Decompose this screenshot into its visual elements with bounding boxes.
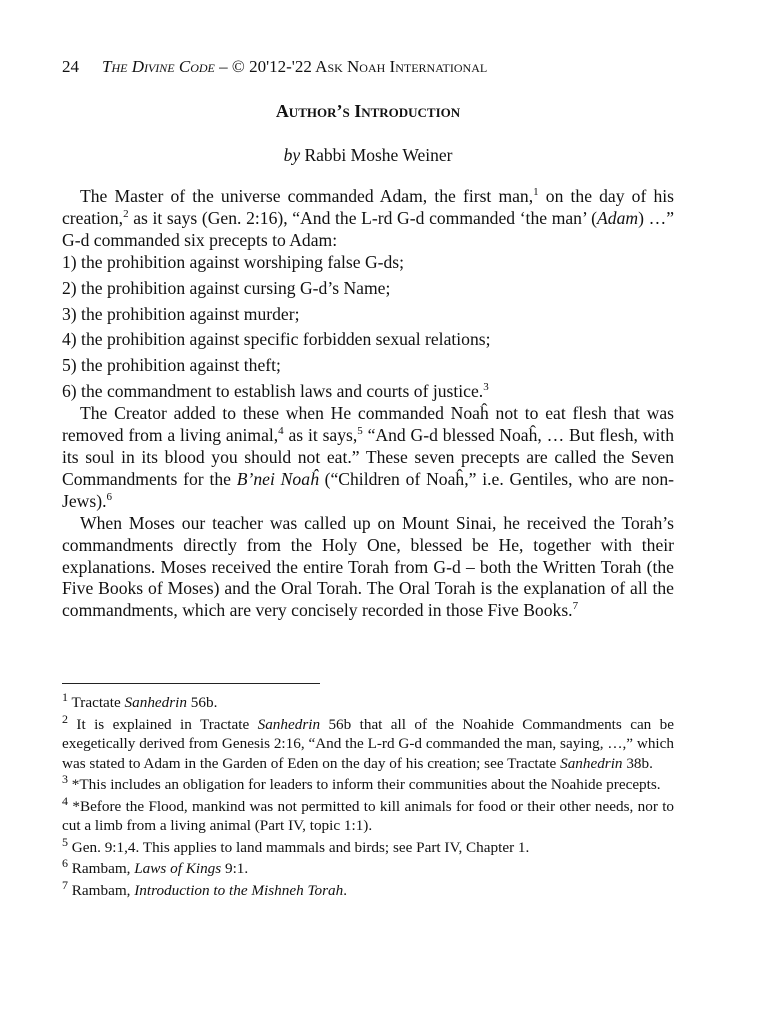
text-run: *This includes an obligation for leaders to inform their communities about the Noahide precepts. <box>71 776 661 793</box>
footnote-ref-6[interactable]: 6 <box>106 490 112 503</box>
book-title: The Divine Code <box>102 57 215 76</box>
footnote-ref-5[interactable]: 5 <box>357 425 363 438</box>
footnote-number: 3 <box>62 771 68 786</box>
text-run: . <box>343 881 347 899</box>
italic-term: B’nei Noaĥ <box>236 468 319 489</box>
header-separator: – © <box>214 57 250 76</box>
text-run: Rambam, <box>71 860 135 877</box>
precept-item: 5) the prohibition against theft; <box>62 355 281 376</box>
footnote-ref-7[interactable]: 7 <box>572 600 579 613</box>
text-run: When Moses our teacher was called up on Mount Sinai, he received the Torah’s commandments directly from the Holy One, blessed be He, together with their explanations. Moses received the entire Torah from G-d – both the Written Torah (the Five Books of Moses) and the Oral Torah. The Oral Torah is the explanation of all the commandments, which are very concisely recorded in those Five Books. <box>62 512 674 621</box>
text-run: 9:1. <box>221 860 249 877</box>
italic-term: Adam <box>597 207 639 228</box>
main-text <box>62 186 674 622</box>
footnote-ref-2[interactable]: 2 <box>123 208 129 221</box>
precept-item: 2) the prohibition against cursing G-d’s Name; <box>62 277 391 298</box>
footnote-number: 6 <box>62 855 68 870</box>
running-header <box>62 57 674 77</box>
footnote-number: 5 <box>62 834 68 849</box>
footnote-ref-1[interactable]: 1 <box>533 186 539 199</box>
byline-author: Rabbi Moshe Weiner <box>304 145 453 165</box>
text-run: as it says (Gen. 2:16), “And the L-rd G-d commanded ‘the man’ ( <box>128 207 598 228</box>
precept-item <box>62 381 674 403</box>
byline-by: by <box>283 145 301 165</box>
text-run: 38b. <box>622 754 653 772</box>
paragraph-moses <box>62 513 674 623</box>
text-run: Rambam, <box>71 881 135 899</box>
text-run: “And G-d blessed Noaĥ, … But flesh, with its soul in its blood you should not eat.” These seven precepts are called the Seven Commandments for the <box>62 425 674 489</box>
italic-term: Introduction to the Mishneh Torah <box>134 881 344 899</box>
text-run: 6) the commandment to establish laws and courts of justice. <box>62 381 484 402</box>
footnote-5 <box>62 834 674 858</box>
precept-item: 4) the prohibition against specific forbidden sexual relations; <box>62 329 491 350</box>
footnote-3 <box>62 771 674 795</box>
footnotes <box>62 689 675 902</box>
italic-term: Laws of Kings <box>134 860 222 877</box>
text-run: (“Children of Noaĥ,” i.e. Gentiles, who are non-Jews). <box>62 468 674 511</box>
text-run: *Before the Flood, mankind was not permitted to kill animals for food or their other needs, nor to cut a limb from a living animal (Part IV, topic 1:1). <box>62 797 675 834</box>
footnote-number: 1 <box>62 689 68 704</box>
text-run: The Master of the universe commanded Adam, the first man, <box>80 186 534 206</box>
footnote-6 <box>62 855 674 879</box>
text-run: on the day of his creation, <box>62 186 675 228</box>
text-run: as it says, <box>283 425 358 446</box>
page-number: 24 <box>62 57 79 76</box>
text-run: 56b. <box>186 694 218 711</box>
italic-term: Sanhedrin <box>257 715 321 733</box>
footnote-number: 7 <box>62 877 68 892</box>
text-run: Gen. 9:1,4. This applies to land mammals and birds; see Part IV, Chapter 1. <box>71 838 530 856</box>
copyright-text: 20'12-'22 Ask Noah International <box>249 57 488 76</box>
precept-item: 1) the prohibition against worshiping false G-ds; <box>62 251 405 272</box>
text-run: Tractate <box>71 694 125 711</box>
footnote-number: 2 <box>62 711 68 726</box>
chapter-title: Author’s Introduction <box>275 101 461 121</box>
precept-list <box>62 252 674 403</box>
paragraph-intro <box>62 186 674 252</box>
footnote-number: 4 <box>62 793 68 808</box>
text-run: The Creator added to these when He commanded Noaĥ not to eat flesh that was removed from a living animal, <box>62 403 674 446</box>
footnote-ref-3[interactable]: 3 <box>483 381 489 394</box>
paragraph-noah <box>62 403 674 513</box>
byline <box>62 145 674 166</box>
text-run: 56b that all of the Noahide Commandments can be exegetically derived from Genesis 2:16, “And the L-rd G-d commanded the man, saying, …,” which was stated to Adam in the Garden of Eden on the day of his creation; see Tractate <box>62 715 675 772</box>
italic-term: Sanhedrin <box>124 694 187 711</box>
footnote-ref-4[interactable]: 4 <box>278 425 284 438</box>
text-run: It is explained in Tractate <box>76 715 258 733</box>
footnote-4 <box>62 793 675 836</box>
footnote-1 <box>62 689 674 713</box>
footnote-7 <box>62 877 674 901</box>
italic-term: Sanhedrin <box>560 754 623 772</box>
text-run: ) …” G-d commanded six precepts to Adam: <box>62 207 674 250</box>
footnote-2 <box>62 711 675 774</box>
precept-item: 3) the prohibition against murder; <box>62 303 300 324</box>
footnote-divider <box>62 683 320 684</box>
